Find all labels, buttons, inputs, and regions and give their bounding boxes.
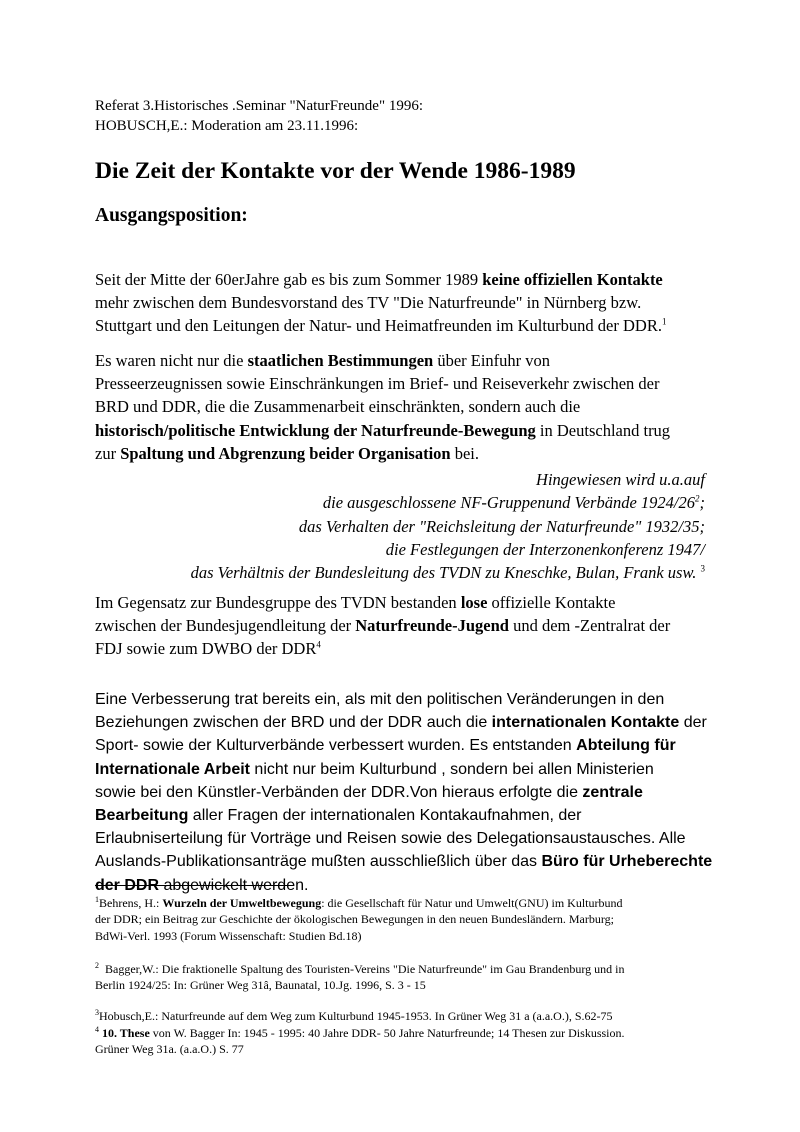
- text-run: Seit der Mitte der 60erJahre gab es bis zum Sommer 1989: [95, 270, 483, 289]
- quote-block: [191, 468, 705, 584]
- paragraph-line: [95, 637, 670, 660]
- paragraph-4: [95, 688, 712, 897]
- quote-line: das Verhalten der "Reichsleitung der Naturfreunde" 1932/35;: [298, 516, 705, 536]
- text-run: aller Fragen der internationalen Kontakaufnahmen, der: [188, 806, 582, 824]
- paragraph-line: Presseerzeugnissen sowie Einschränkungen im Brief- und Reiseverkehr zwischen der: [95, 374, 660, 394]
- footnote-line: Berlin 1924/25: In: Grüner Weg 31â, Baunatal, 10.Jg. 1996, S. 3 - 15: [95, 978, 426, 993]
- bold-text: zentrale: [582, 783, 643, 801]
- paragraph-line: [95, 734, 712, 757]
- footnote-4: [95, 1025, 625, 1058]
- bold-text: historisch/politische Entwicklung der Naturfreunde-Bewegung: [95, 420, 536, 440]
- text-run: Es waren nicht nur die: [95, 351, 248, 370]
- text-run: offizielle Kontakte: [487, 593, 616, 612]
- paragraph-1: [95, 268, 666, 338]
- text-run: Im Gegensatz zur Bundesgruppe des TVDN bestanden: [95, 593, 461, 612]
- paragraph-line: Eine Verbesserung trat bereits ein, als mit den politischen Veränderungen in den: [95, 691, 665, 708]
- text-run: der: [679, 714, 707, 732]
- paragraph-line: mehr zwischen dem Bundesvorstand des TV "Die Naturfreunde" in Nürnberg bzw.: [95, 293, 642, 313]
- footnote-ref: 3: [700, 563, 705, 574]
- footnote-ref: 2: [695, 493, 700, 504]
- text-run: die ausgeschlossene NF-Gruppenund Verbände 1924/26: [322, 493, 695, 513]
- text-run: über Einfuhr von: [433, 351, 551, 370]
- paragraph-line: [95, 614, 670, 637]
- text-run: in Deutschland trug: [535, 420, 671, 440]
- quote-line: [191, 491, 705, 514]
- bold-text: internationalen Kontakte: [491, 714, 680, 732]
- paragraph-line: [95, 711, 712, 734]
- bold-text: Abteilung für: [576, 737, 676, 755]
- paragraph-line: [95, 349, 670, 372]
- text-run: Beziehungen zwischen der BRD und der DDR auch die: [95, 714, 492, 732]
- footnote-separator: [95, 885, 287, 886]
- bold-text: Büro für Urheberechte: [541, 853, 713, 871]
- paragraph-line: [95, 314, 666, 337]
- text-run: Bagger,W.: Die fraktionelle Spaltung des Touristen-Vereins "Die Naturfreunde" im Gau Brandenburg und in: [99, 962, 625, 976]
- footnote-line: Grüner Weg 31a. (a.a.O.) S. 77: [95, 1042, 244, 1057]
- quote-line: [191, 561, 705, 584]
- text-run: nicht nur beim Kulturbund , sondern bei allen Ministerien: [249, 760, 654, 778]
- footnote-line: [95, 1008, 613, 1024]
- text-run: bei.: [450, 443, 480, 463]
- paragraph-line: [95, 781, 712, 804]
- bold-text: 10. These: [102, 1026, 150, 1040]
- paragraph-line: [95, 442, 670, 465]
- bold-text: Spaltung und Abgrenzung beider Organisation: [120, 443, 451, 463]
- footnote-ref: 4: [316, 639, 321, 650]
- text-run: das Verhältnis der Bundesleitung des TVDN zu Kneschke, Bulan, Frank usw.: [190, 563, 701, 583]
- paragraph-3: [95, 591, 670, 661]
- header-line-2: HOBUSCH,E.: Moderation am 23.11.1996:: [95, 118, 359, 134]
- footnote-2: [95, 961, 624, 994]
- text-run: ;: [699, 493, 705, 513]
- footnote-ref: 1: [661, 316, 667, 327]
- footnote-number: 2: [95, 961, 99, 970]
- text-run: zwischen der Bundesjugendleitung der: [95, 616, 356, 636]
- text-run: zur: [95, 443, 121, 463]
- quote-line: die Festlegungen der Interzonenkonferenz 1947/: [385, 539, 705, 559]
- bold-text: der DDR: [95, 876, 160, 894]
- paragraph-line: [95, 758, 712, 781]
- bold-text: lose: [460, 593, 488, 612]
- footnote-line: [95, 1025, 625, 1041]
- paragraph-line: BRD und DDR, die die Zusammenarbeit einschränkten, sondern auch die: [95, 397, 581, 417]
- text-run: Stuttgart und den Leitungen der Natur- und Heimatfreunden im Kulturbund der DDR.: [95, 316, 662, 336]
- text-run: von W. Bagger In: 1945 - 1995: 40 Jahre DDR- 50 Jahre Naturfreunde; 14 Thesen zur Diskussion.: [149, 1026, 625, 1040]
- section-heading: Ausgangsposition:: [95, 205, 248, 226]
- footnote-number: 4: [95, 1025, 99, 1034]
- footnote-3: [95, 1008, 613, 1024]
- paragraph-line: [95, 804, 712, 827]
- footnote-1: [95, 895, 622, 944]
- text-run: abgewickelt werden.: [159, 876, 309, 894]
- bold-text: Wurzeln der Umweltbewegung: [162, 896, 322, 910]
- bold-text: Bearbeitung: [95, 806, 189, 824]
- footnote-number: 3: [95, 1008, 99, 1017]
- text-run: Behrens, H.:: [99, 896, 163, 910]
- paragraph-2: [95, 349, 670, 465]
- text-run: und dem -Zentralrat der: [508, 616, 671, 636]
- header-line-1: Referat 3.Historisches .Seminar "NaturFreunde" 1996:: [95, 98, 424, 114]
- paragraph-line: [95, 850, 712, 873]
- footnote-number: 1: [95, 895, 99, 904]
- text-run: : die Gesellschaft für Natur und Umwelt(GNU) im Kulturbund: [321, 896, 623, 910]
- paragraph-line: Erlaubniserteilung für Vorträge und Reisen sowie des Delegationsaustausches. Alle: [95, 830, 686, 848]
- text-run: Auslands-Publikationsanträge mußten ausschließlich über das: [95, 853, 542, 871]
- paragraph-line: [95, 268, 666, 291]
- bold-text: Naturfreunde-Jugend: [355, 616, 509, 636]
- text-run: FDJ sowie zum DWBO der DDR: [95, 639, 317, 659]
- footnote-line: [95, 895, 622, 911]
- text-run: sowie bei den Künstler-Verbänden der DDR.Von hieraus erfolgte die: [95, 783, 583, 801]
- text-run: Hobusch,E.: Naturfreunde auf dem Weg zum Kulturbund 1945-1953. In Grüner Weg 31 a (a.a.O.), S.62-75: [99, 1009, 613, 1023]
- paragraph-line: [95, 419, 670, 442]
- page-title: Die Zeit der Kontakte vor der Wende 1986-1989: [95, 158, 576, 184]
- bold-text: staatlichen Bestimmungen: [247, 351, 434, 370]
- text-run: Sport- sowie der Kulturverbände verbessert wurden. Es entstanden: [95, 737, 577, 755]
- footnote-line: [95, 961, 624, 977]
- paragraph-line: [95, 591, 670, 614]
- quote-line: Hingewiesen wird u.a.auf: [536, 470, 705, 489]
- bold-text: Internationale Arbeit: [95, 760, 250, 778]
- bold-text: keine offiziellen Kontakte: [482, 270, 663, 289]
- footnote-line: BdWi-Verl. 1993 (Forum Wissenschaft: Studien Bd.18): [95, 928, 362, 943]
- footnote-line: der DDR; ein Beitrag zur Geschichte der ökologischen Bewegungen in den neuen Bundesländern. Marburg;: [95, 912, 614, 927]
